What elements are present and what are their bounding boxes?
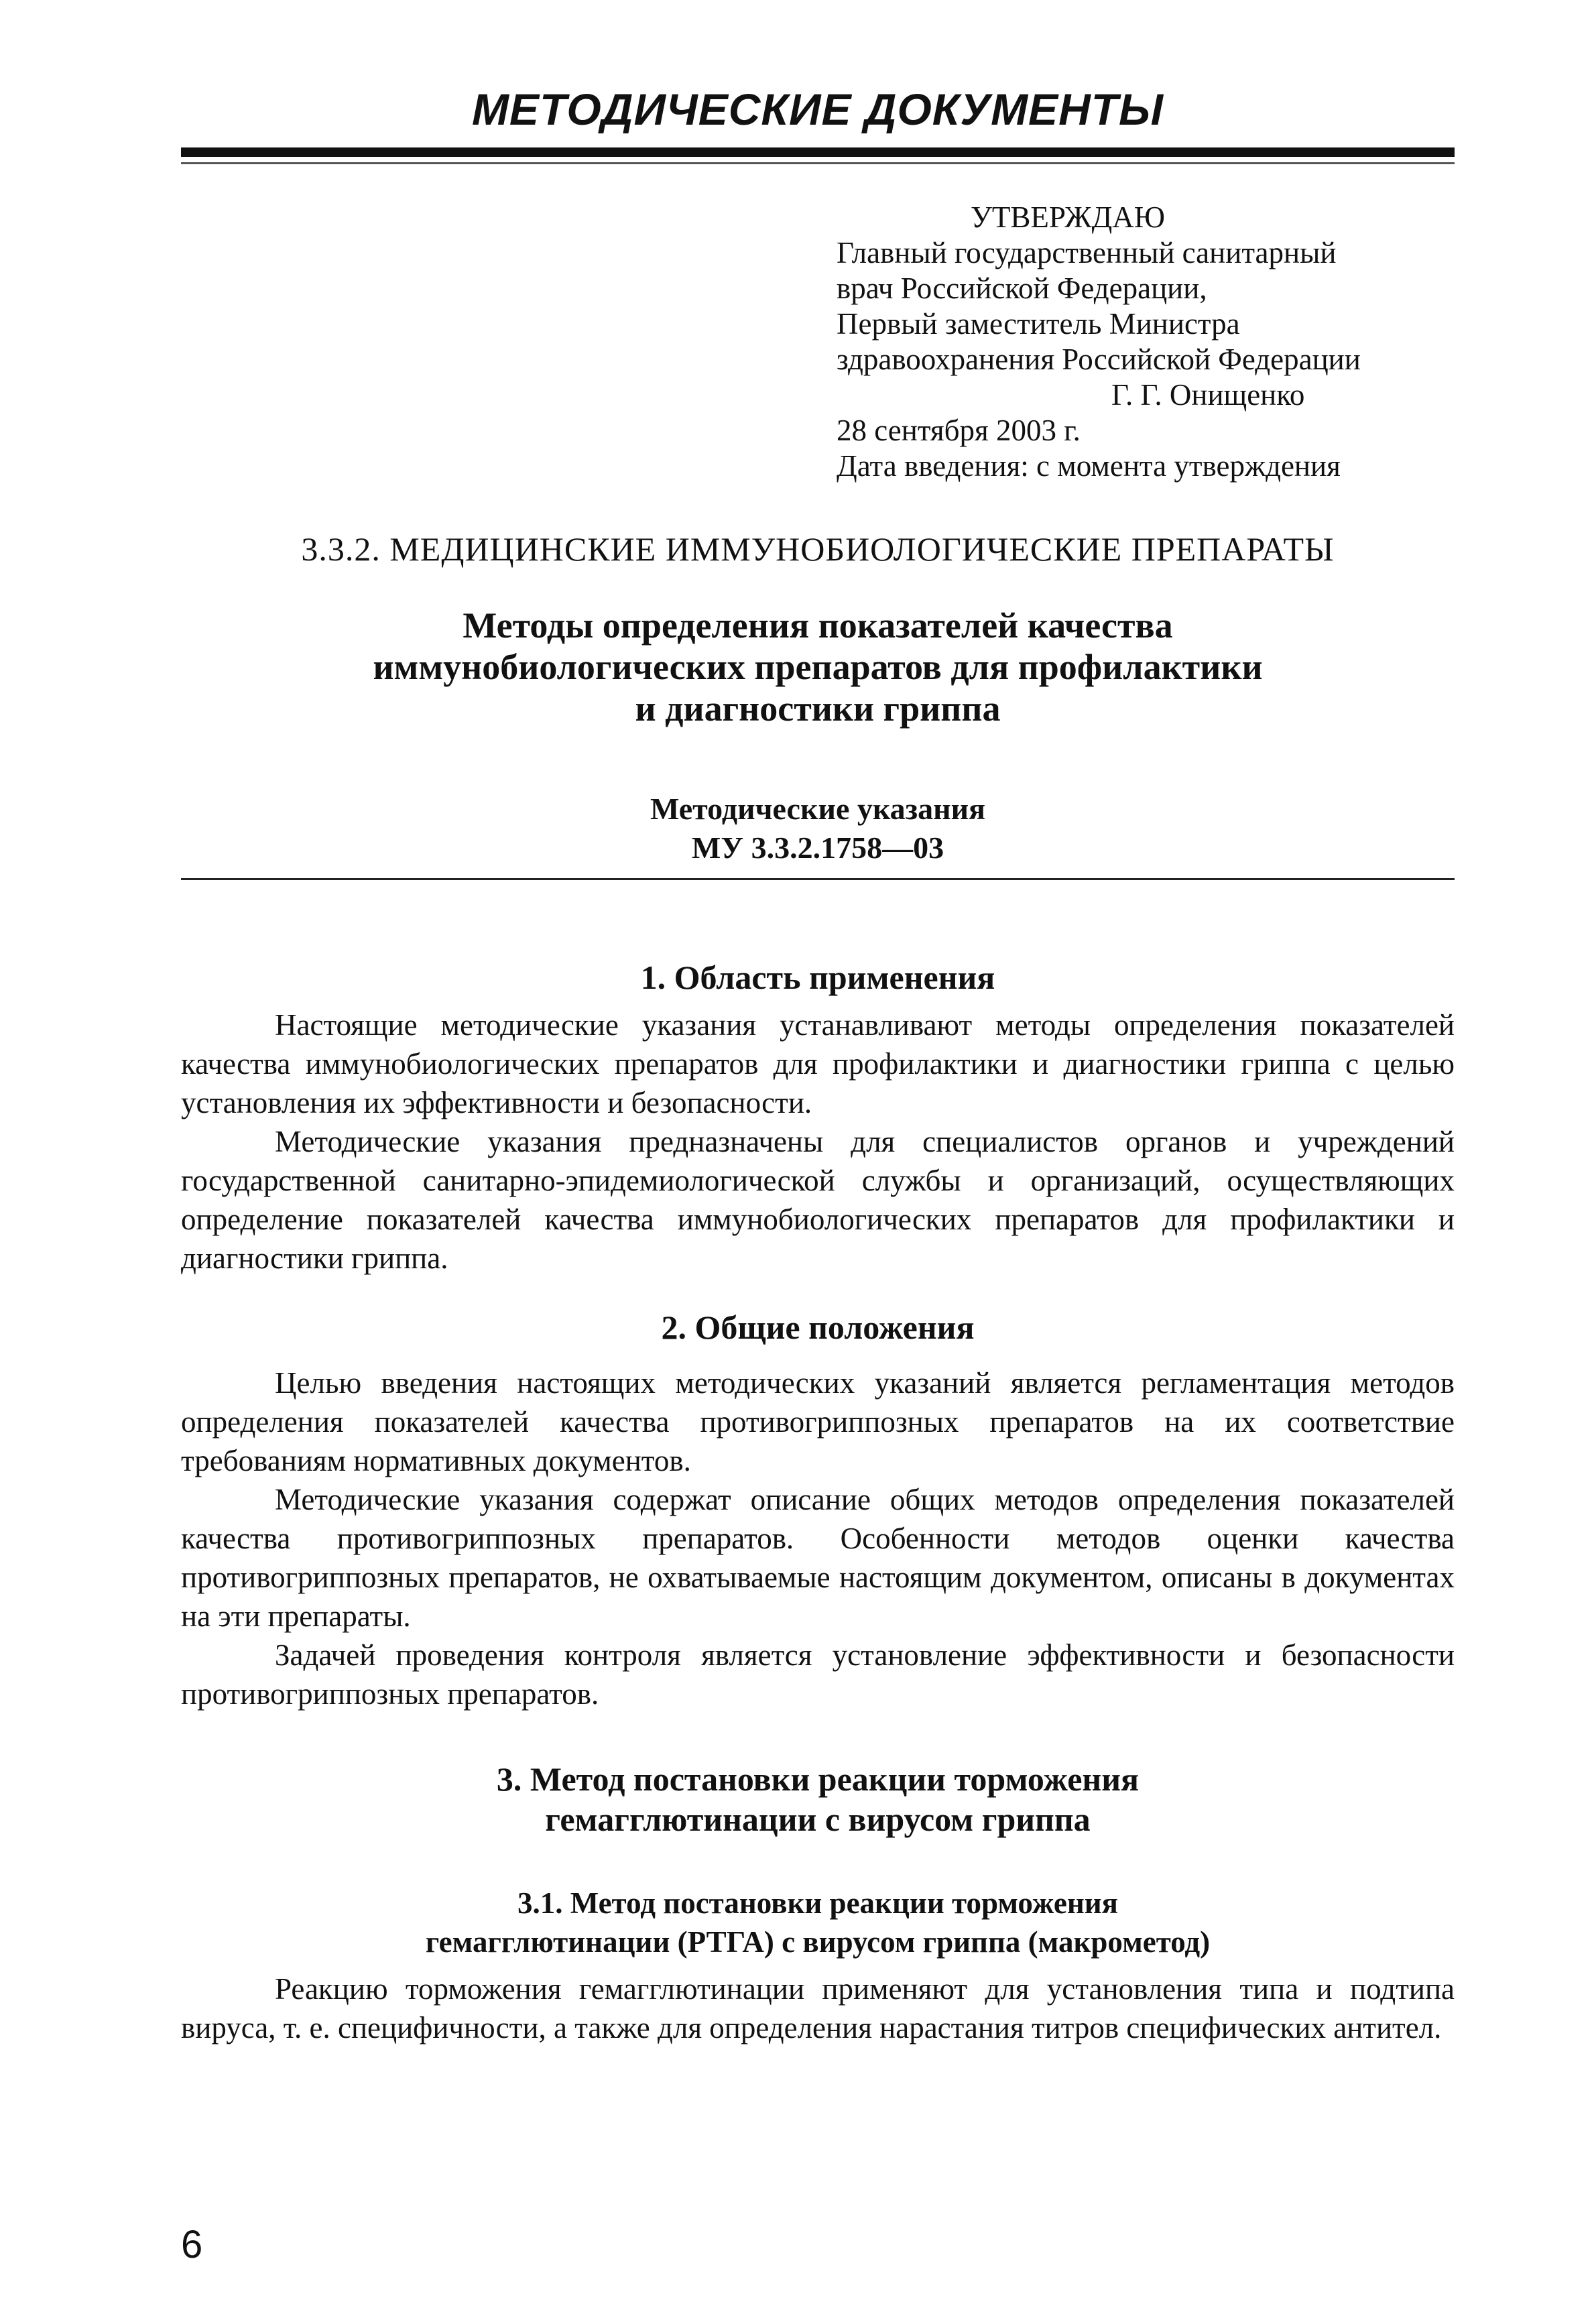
- document-title-line: и диагностики гриппа: [635, 688, 1001, 729]
- document-title: [181, 605, 1455, 729]
- section-2-paragraph: Целью введения настоящих методических указаний является регламентация методов определения показателей качества противогриппозных препаратов на их соответствие требованиям нормативных документов.: [181, 1366, 1455, 1477]
- approval-line: врач Российской Федерации,: [837, 271, 1207, 305]
- approval-effective-date: Дата введения: с момента утверждения: [837, 449, 1341, 483]
- section-classifier: 3.3.2. МЕДИЦИНСКИЕ ИММУНОБИОЛОГИЧЕСКИЕ ПРЕПАРАТЫ: [301, 530, 1335, 568]
- title-divider: [181, 878, 1455, 880]
- subsection-3-1-paragraph: Реакцию торможения гемагглютинации применяют для установления типа и подтипа вируса, т. е. специфичности, а также для определения нарастания титров специфических антител.: [181, 1972, 1455, 2045]
- subsection-3-1-heading-line: гемагглютинации (РТГА) с вирусом гриппа (макрометод): [425, 1925, 1211, 1959]
- section-2-paragraph: Задачей проведения контроля является установление эффективности и безопасности противогриппозных препаратов.: [181, 1638, 1455, 1711]
- subsection-3-1-heading: [181, 1884, 1455, 1961]
- document-title-line: Методы определения показателей качества: [463, 605, 1173, 646]
- running-header-title: МЕТОДИЧЕСКИЕ ДОКУМЕНТЫ: [471, 84, 1164, 134]
- approval-line: Первый заместитель Министра: [837, 307, 1240, 341]
- header-rule-thick: [181, 147, 1455, 157]
- approval-line: Главный государственный санитарный: [837, 236, 1337, 269]
- subsection-3-1-heading-line: 3.1. Метод постановки реакции торможения: [517, 1886, 1119, 1920]
- approval-date: 28 сентября 2003 г.: [837, 414, 1081, 447]
- document-number: МУ 3.3.2.1758—03: [691, 831, 944, 865]
- document-type: Методические указания: [650, 792, 986, 826]
- section-3-heading-line: 3. Метод постановки реакции торможения: [496, 1760, 1140, 1798]
- page-number: 6: [181, 2223, 203, 2266]
- header-rule-thin: [181, 162, 1455, 164]
- approval-signer: Г. Г. Онищенко: [1111, 378, 1305, 412]
- section-1-paragraph: Методические указания предназначены для специалистов органов и учреждений государственной санитарно-эпидемиологической службы и организаций, осуществляющих определение показателей качества иммунобиологических препаратов для профилактики и диагностики гриппа.: [181, 1125, 1455, 1275]
- section-1-paragraph: Настоящие методические указания устанавливают методы определения показателей качества иммунобиологических препаратов для профилактики и диагностики гриппа с целью установления их эффективности и безопасности.: [181, 1008, 1455, 1119]
- section-1-heading: 1. Область применения: [640, 959, 995, 996]
- section-3-heading-line: гемагглютинации с вирусом гриппа: [545, 1801, 1091, 1838]
- section-3-heading: [181, 1759, 1455, 1839]
- document-title-line: иммунобиологических препаратов для профилактики: [373, 647, 1263, 687]
- approval-title: УТВЕРЖДАЮ: [971, 200, 1166, 234]
- approval-block: [837, 200, 1440, 484]
- section-2-paragraph: Методические указания содержат описание общих методов определения показателей качества противогриппозных препаратов. Особенности методов оценки качества противогриппозных препаратов, не охватываемые настоящим документом, описаны в документах на эти препараты.: [181, 1483, 1455, 1633]
- section-2-heading: 2. Общие положения: [661, 1308, 975, 1346]
- document-kind-block: [181, 790, 1455, 867]
- approval-line: здравоохранения Российской Федерации: [837, 343, 1361, 376]
